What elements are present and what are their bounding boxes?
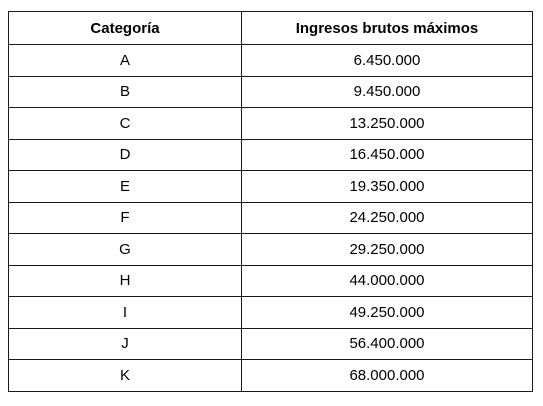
column-header-categoria: Categoría bbox=[9, 12, 242, 45]
column-header-ingresos: Ingresos brutos máximos bbox=[242, 12, 533, 45]
table-row bbox=[9, 328, 533, 360]
table-row bbox=[9, 76, 533, 108]
income-cell: 49.250.000 bbox=[242, 297, 533, 329]
category-cell: A bbox=[9, 45, 242, 77]
table-row bbox=[9, 234, 533, 266]
income-cell: 9.450.000 bbox=[242, 76, 533, 108]
category-cell: F bbox=[9, 202, 242, 234]
income-cell: 29.250.000 bbox=[242, 234, 533, 266]
category-cell: G bbox=[9, 234, 242, 266]
category-cell: H bbox=[9, 265, 242, 297]
category-cell: B bbox=[9, 76, 242, 108]
table-row bbox=[9, 202, 533, 234]
category-cell: K bbox=[9, 360, 242, 392]
category-cell: I bbox=[9, 297, 242, 329]
table-row bbox=[9, 139, 533, 171]
table-row bbox=[9, 108, 533, 140]
category-cell: J bbox=[9, 328, 242, 360]
table-row bbox=[9, 171, 533, 203]
table-row bbox=[9, 45, 533, 77]
income-cell: 56.400.000 bbox=[242, 328, 533, 360]
income-cell: 13.250.000 bbox=[242, 108, 533, 140]
category-cell: D bbox=[9, 139, 242, 171]
category-cell: E bbox=[9, 171, 242, 203]
table-row bbox=[9, 297, 533, 329]
income-cell: 24.250.000 bbox=[242, 202, 533, 234]
income-cell: 16.450.000 bbox=[242, 139, 533, 171]
category-cell: C bbox=[9, 108, 242, 140]
categories-income-table bbox=[8, 11, 533, 392]
income-cell: 6.450.000 bbox=[242, 45, 533, 77]
income-cell: 68.000.000 bbox=[242, 360, 533, 392]
table-row bbox=[9, 265, 533, 297]
income-cell: 19.350.000 bbox=[242, 171, 533, 203]
table-row bbox=[9, 360, 533, 392]
income-cell: 44.000.000 bbox=[242, 265, 533, 297]
table-header-row bbox=[9, 12, 533, 45]
